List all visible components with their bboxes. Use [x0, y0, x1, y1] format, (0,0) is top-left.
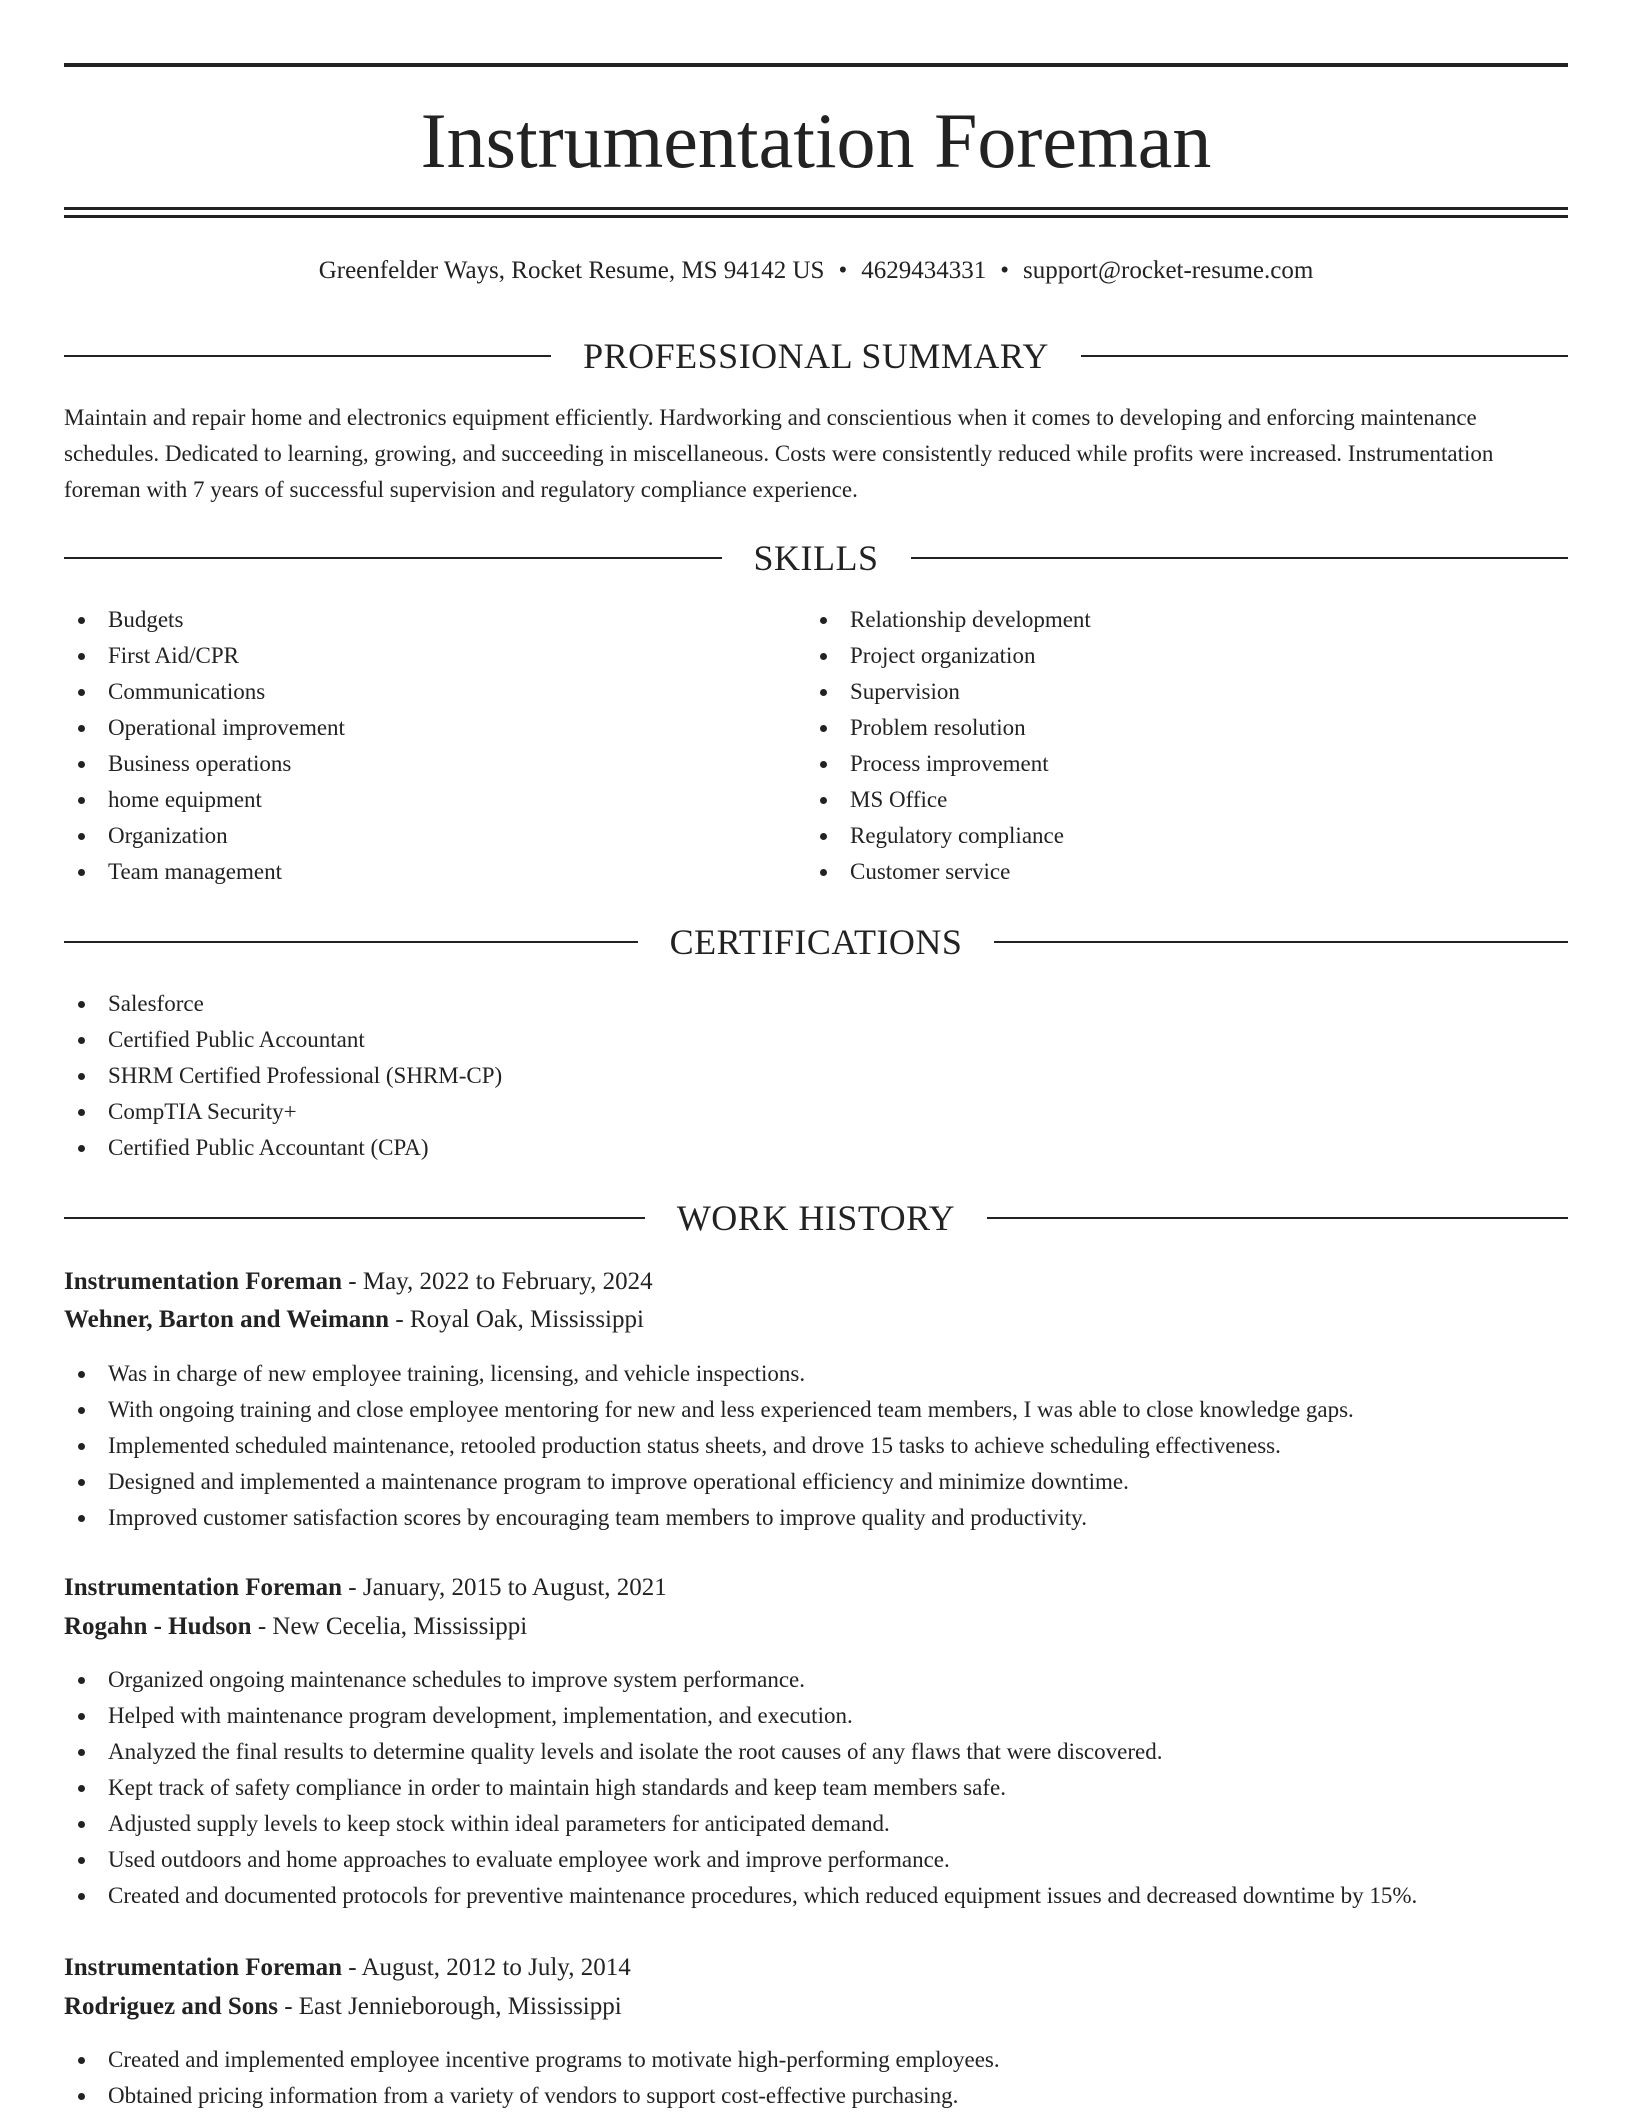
skill-item: Communications [64, 674, 764, 710]
skill-item: Budgets [64, 602, 764, 638]
job-bullet-item: Organized ongoing maintenance schedules to improve system performance. [64, 1662, 1584, 1698]
contact-address: Greenfelder Ways, Rocket Resume, MS 94142 US [318, 257, 825, 284]
job-bullets [64, 2042, 1584, 2114]
skill-item: Organization [64, 818, 764, 854]
header-top-rule [64, 63, 1568, 67]
heading-rule [1081, 355, 1568, 357]
skill-item: Relationship development [806, 602, 1506, 638]
section-title: WORK HISTORY [676, 1198, 956, 1238]
section-heading-summary [64, 334, 1568, 378]
skill-item: Customer service [806, 854, 1506, 890]
job-title: Instrumentation Foreman [64, 1954, 343, 1981]
header-bottom-rule-2 [64, 215, 1568, 218]
job-bullet-item: Created and implemented employee incentive programs to motivate high-performing employees. [64, 2042, 1584, 2078]
job-dates: - January, 2015 to August, 2021 [342, 1574, 667, 1601]
skill-item: First Aid/CPR [64, 638, 764, 674]
certification-item: Certified Public Accountant [64, 1022, 764, 1058]
job-company: Rodriguez and Sons [64, 1993, 278, 2020]
job-bullet-item: Kept track of safety compliance in order to maintain high standards and keep team members safe. [64, 1770, 1584, 1806]
certification-item: Salesforce [64, 986, 764, 1022]
job-company-line [64, 1609, 527, 1645]
job-bullet-item: Improved customer satisfaction scores by encouraging team members to improve quality and productivity. [64, 1500, 1584, 1536]
certification-item: SHRM Certified Professional (SHRM-CP) [64, 1058, 764, 1094]
job-title-line [64, 1950, 631, 1986]
skills-list-right [806, 602, 1506, 890]
section-title: CERTIFICATIONS [669, 922, 963, 962]
skill-item: Process improvement [806, 746, 1506, 782]
job-bullet-item: Helped with maintenance program development, implementation, and execution. [64, 1698, 1584, 1734]
skill-item: Team management [64, 854, 764, 890]
job-bullet-item: Designed and implemented a maintenance program to improve operational efficiency and minimize downtime. [64, 1464, 1584, 1500]
job-bullets [64, 1662, 1584, 1914]
job-location: - New Cecelia, Mississippi [251, 1613, 528, 1640]
section-title: PROFESSIONAL SUMMARY [583, 336, 1049, 376]
job-title: Instrumentation Foreman [64, 1574, 343, 1601]
section-heading-certifications [64, 920, 1568, 964]
job-title-line [64, 1570, 667, 1606]
header-bottom-rule-1 [64, 207, 1568, 210]
job-location: - Royal Oak, Mississippi [389, 1306, 644, 1333]
contact-email: support@rocket-resume.com [1023, 257, 1314, 284]
page-title: Instrumentation Foreman [420, 97, 1212, 184]
heading-rule [994, 941, 1568, 943]
job-bullet-item: Adjusted supply levels to keep stock within ideal parameters for anticipated demand. [64, 1806, 1584, 1842]
heading-rule [64, 941, 638, 943]
section-title: SKILLS [753, 538, 879, 578]
job-bullet-item: With ongoing training and close employee mentoring for new and less experienced team members, I was able to close knowledge gaps. [64, 1392, 1584, 1428]
heading-rule [64, 355, 551, 357]
certification-item: Certified Public Accountant (CPA) [64, 1130, 764, 1166]
heading-rule [64, 1217, 645, 1219]
job-bullet-item: Analyzed the final results to determine quality levels and isolate the root causes of any flaws that were discovered. [64, 1734, 1584, 1770]
skill-item: Problem resolution [806, 710, 1506, 746]
job-dates: - May, 2022 to February, 2024 [342, 1268, 653, 1295]
job-title: Instrumentation Foreman [64, 1268, 343, 1295]
job-company: Wehner, Barton and Weimann [64, 1306, 390, 1333]
skill-item: home equipment [64, 782, 764, 818]
job-company-line [64, 1989, 622, 2025]
skill-item: Operational improvement [64, 710, 764, 746]
certification-item: CompTIA Security+ [64, 1094, 764, 1130]
skill-item: Business operations [64, 746, 764, 782]
job-dates: - August, 2012 to July, 2014 [342, 1954, 631, 1981]
job-bullet-item: Obtained pricing information from a variety of vendors to support cost-effective purchasing. [64, 2078, 1584, 2114]
skill-item: Regulatory compliance [806, 818, 1506, 854]
certifications-list [64, 986, 764, 1166]
contact-separator: • [838, 257, 848, 284]
contact-phone: 4629434331 [861, 257, 987, 284]
heading-rule [911, 557, 1569, 559]
job-company: Rogahn - Hudson [64, 1613, 252, 1640]
job-bullet-item: Implemented scheduled maintenance, retooled production status sheets, and drove 15 tasks to achieve scheduling effectiveness. [64, 1428, 1584, 1464]
skill-item: Project organization [806, 638, 1506, 674]
heading-rule [64, 557, 722, 559]
section-heading-skills [64, 536, 1568, 580]
job-bullets [64, 1356, 1584, 1536]
skills-list-left [64, 602, 764, 890]
skill-item: Supervision [806, 674, 1506, 710]
job-title-line [64, 1264, 653, 1300]
contact-line [0, 254, 1632, 288]
heading-rule [987, 1217, 1568, 1219]
summary-text: Maintain and repair home and electronics equipment efficiently. Hardworking and conscientious when it comes to developing and enforcing maintenance schedules. Dedicated to learning, growing, and succeeding in miscellaneous. Costs were consistently reduced while profits were increased. Instrumentation foreman with 7 years of successful supervision and regulatory compliance experience. [64, 405, 1494, 502]
job-bullet-item: Used outdoors and home approaches to evaluate employee work and improve performance. [64, 1842, 1584, 1878]
skill-item: MS Office [806, 782, 1506, 818]
job-bullet-item: Created and documented protocols for preventive maintenance procedures, which reduced equipment issues and decreased downtime by 15%. [64, 1878, 1584, 1914]
contact-separator: • [1000, 257, 1009, 284]
job-location: - East Jennieborough, Mississippi [277, 1993, 622, 2020]
section-heading-work-history [64, 1196, 1568, 1240]
job-company-line [64, 1302, 644, 1338]
job-bullet-item: Was in charge of new employee training, licensing, and vehicle inspections. [64, 1356, 1584, 1392]
